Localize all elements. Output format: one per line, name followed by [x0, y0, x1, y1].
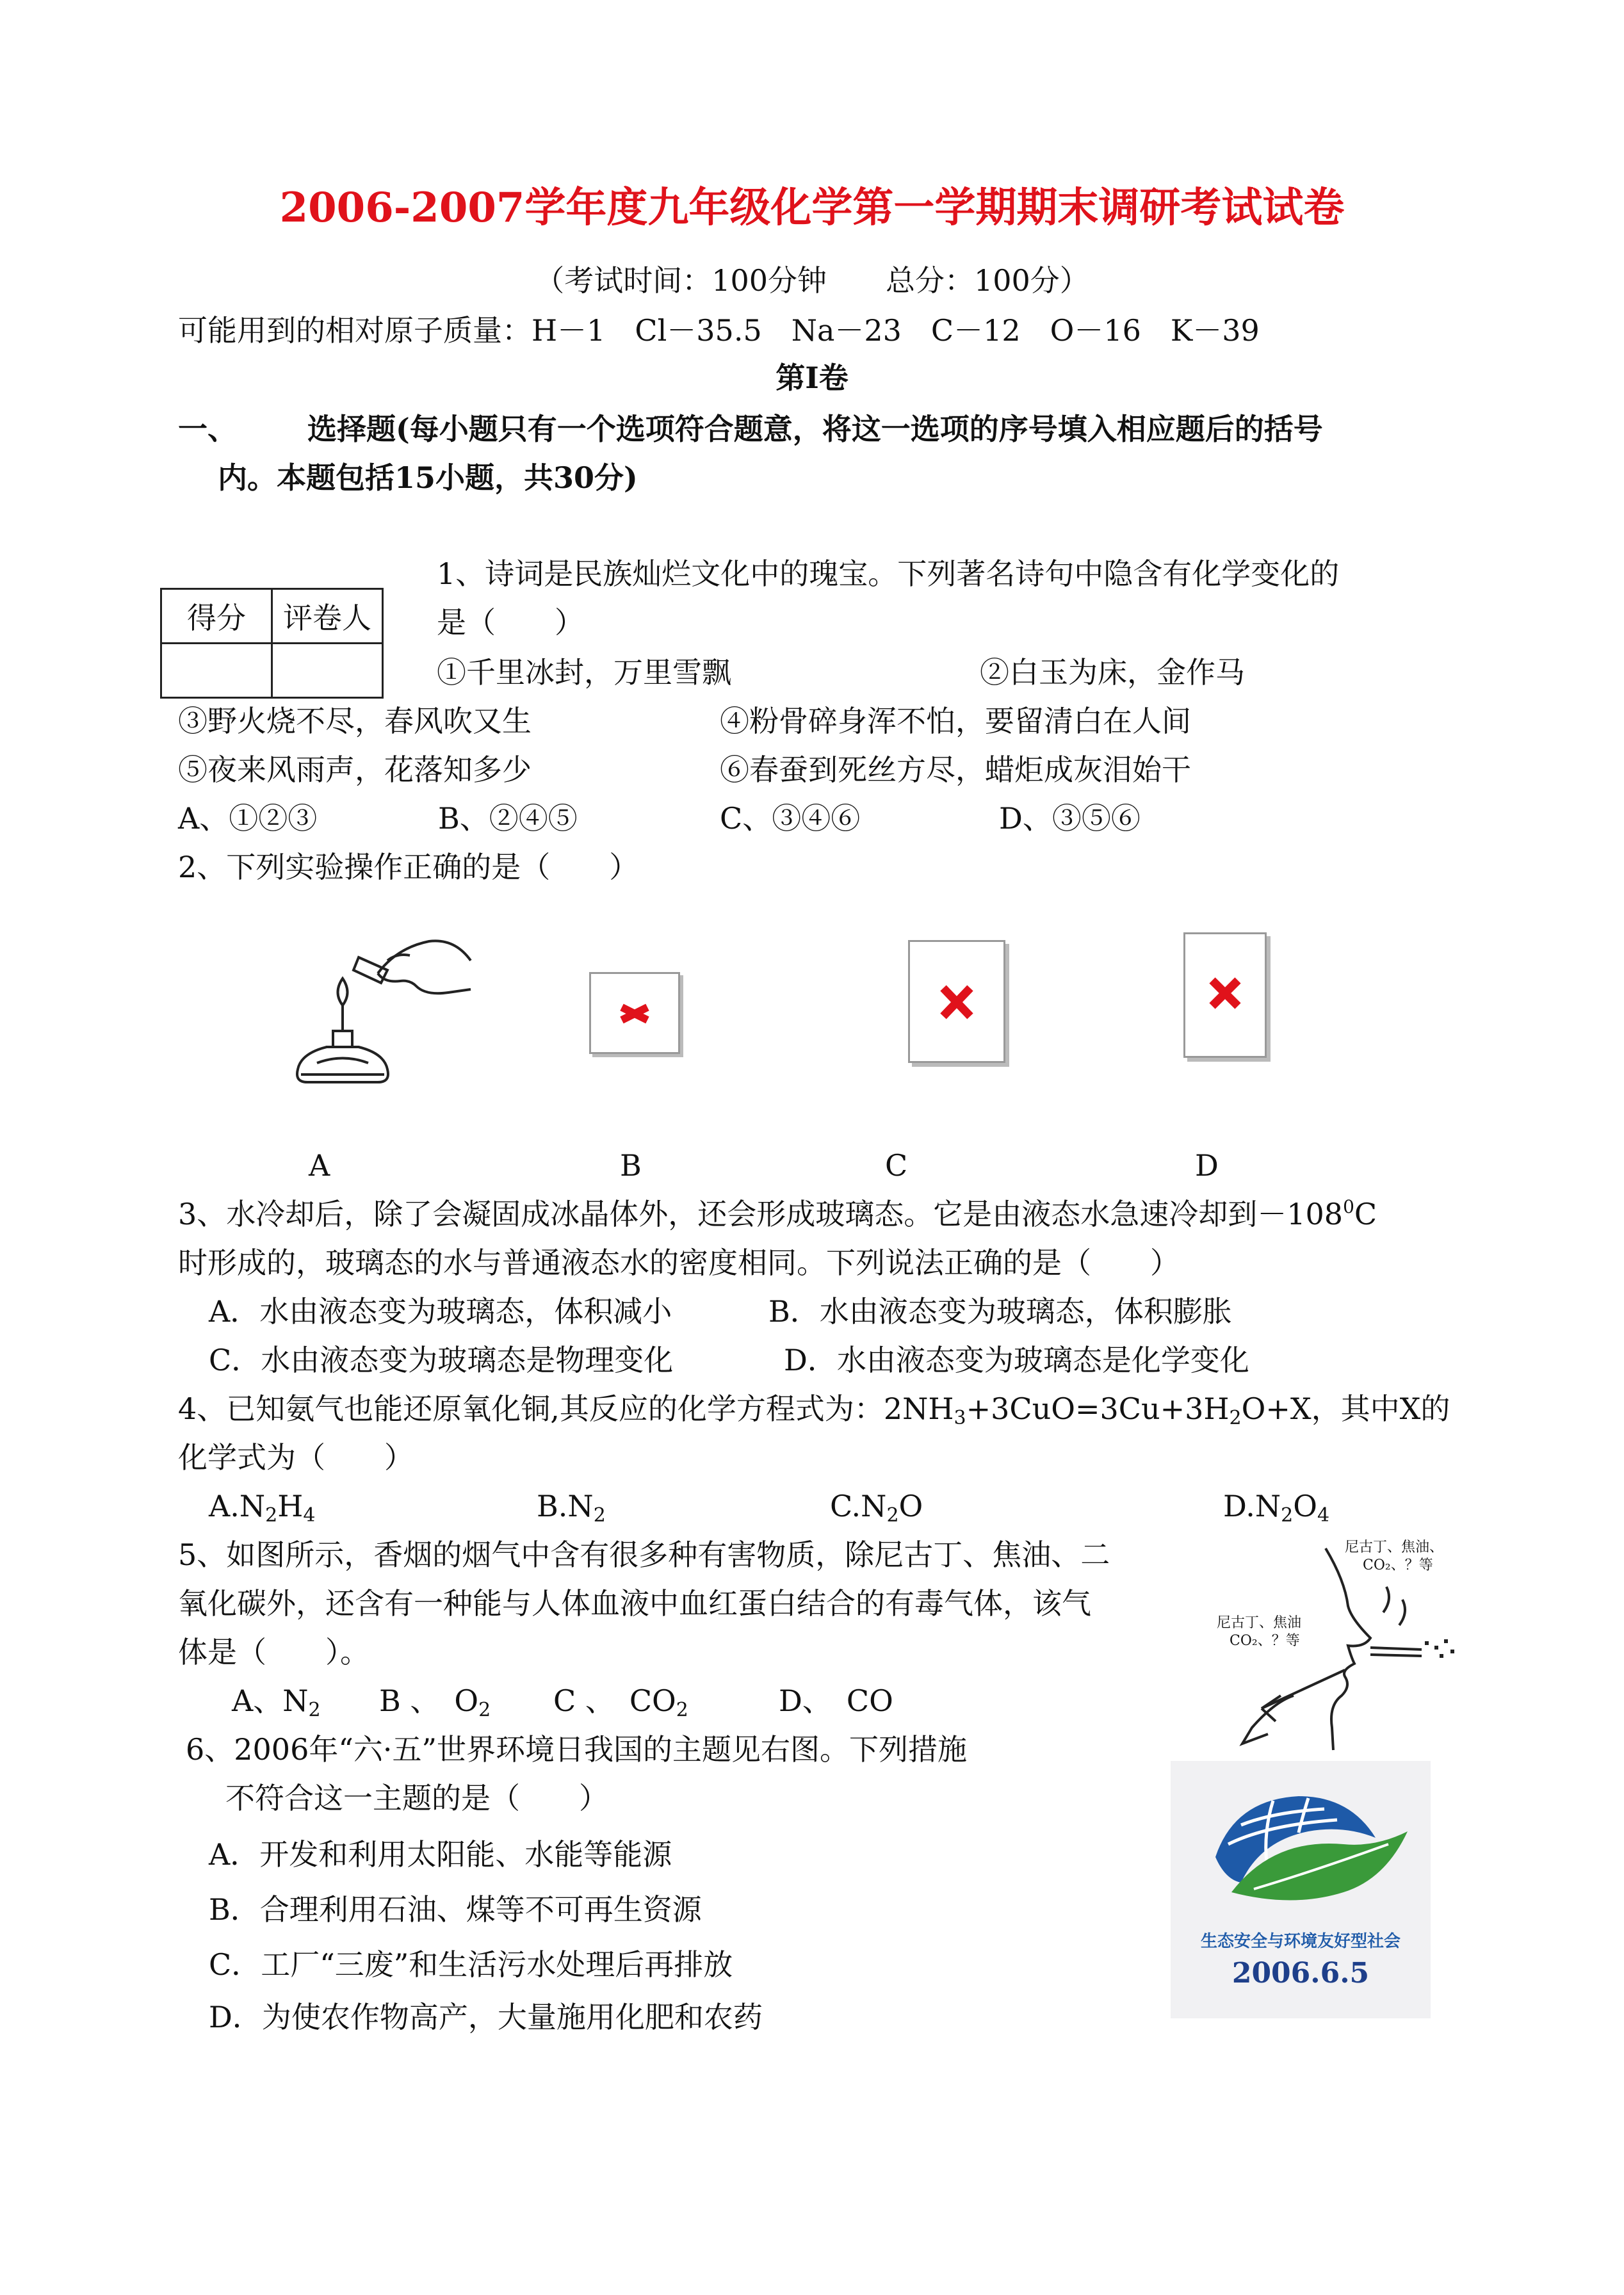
q1-stem-line2: 是（ ）	[437, 605, 584, 640]
section-heading-line1: 选择题(每小题只有一个选项符合题意，将这一选项的序号填入相应题后的括号	[307, 412, 1323, 446]
q6-stem-line2: 不符合这一主题的是（ ）	[225, 1781, 608, 1815]
score-table	[160, 588, 384, 699]
q1-option-d: D、③⑤⑥	[999, 801, 1141, 836]
q5-option-a: A、$N_2$	[232, 1683, 321, 1721]
q3-stem-line2: 时形成的，玻璃态的水与普通液态水的密度相同。下列说法正确的是（ ）	[178, 1245, 1180, 1280]
score-cell[interactable]	[161, 644, 272, 698]
figure-label-4: CO₂、？等	[1230, 1633, 1300, 1649]
q2-label-b: B	[620, 1148, 642, 1183]
score-header: 得分	[161, 589, 272, 644]
q2-label-c: C	[885, 1148, 908, 1183]
q4-option-d: $D.N_2O_4$	[1223, 1489, 1330, 1527]
q1-item-2: ②白玉为床，金作马	[980, 655, 1245, 690]
q3-option-c: C．水由液态变为玻璃态是物理变化	[209, 1343, 674, 1377]
red-x-mark-c	[943, 988, 970, 1016]
q6-option-c: C．工厂“三废”和生活污水处理后再排放	[209, 1947, 733, 1982]
q1-option-c: C、③④⑥	[720, 801, 861, 836]
logo-theme-text: 生态安全与环境友好型社会	[1200, 1932, 1401, 1951]
globe-leaf-icon	[1171, 1761, 1431, 1927]
q4-stem-line2: 化学式为（ ）	[178, 1440, 414, 1475]
section-number: 一、	[178, 412, 237, 446]
q5-stem-line1: 5、如图所示，香烟的烟气中含有很多种有害物质，除尼古丁、焦油、二	[178, 1537, 1110, 1572]
page-title: 2006-2007学年度九年级化学第一学期期末调研考试试卷	[279, 184, 1345, 232]
q5-option-b: B 、 $O_2$	[379, 1683, 491, 1721]
grader-cell[interactable]	[272, 644, 383, 698]
q1-stem-line1: 1、诗词是民族灿烂文化中的瑰宝。下列著名诗句中隐含有化学变化的	[437, 556, 1340, 591]
figure-d-placeholder	[1183, 932, 1267, 1058]
exam-info: （考试时间：100分钟 总分：100分）	[535, 263, 1089, 298]
q3-stem-line1: 3、水冷却后，除了会凝固成冰晶体外，还会形成玻璃态。它是由液态水急速冷却到$-108^0C$	[178, 1196, 1377, 1231]
q1-item-1: ①千里冰封，万里雪飘	[437, 655, 731, 690]
q1-item-3: ③野火烧不尽，春风吹又生	[178, 704, 532, 738]
alcohol-lamp-figure	[282, 922, 474, 1095]
red-x-mark-d	[1212, 980, 1238, 1006]
section-heading-line2: 内。本题包括15小题，共30分)	[218, 460, 638, 495]
q5-option-d: D、 CO	[779, 1683, 893, 1718]
q6-option-a: A．开发和利用太阳能、水能等能源	[209, 1837, 672, 1872]
q3-option-a: A．水由液态变为玻璃态，体积减小	[209, 1294, 672, 1329]
q5-stem-line2: 氧化碳外，还含有一种能与人体血液中血红蛋白结合的有毒气体，该气	[178, 1586, 1091, 1621]
q4-option-c: $C.N_2O$	[830, 1489, 923, 1527]
q2-stem: 2、下列实验操作正确的是（ ）	[178, 850, 639, 884]
broken-image-icon	[591, 974, 678, 1052]
smoking-face-figure	[1217, 1536, 1466, 1753]
q1-item-4: ④粉骨碎身浑不怕，要留清白在人间	[720, 704, 1191, 738]
q4-option-b: $B.N_2$	[537, 1489, 606, 1527]
q2-label-a: A	[309, 1148, 330, 1183]
q4-stem-line1: 4、已知氨气也能还原氧化铜,其反应的化学方程式为：$2NH_3+3CuO=3Cu+3H_2O+X$，其中X的	[178, 1391, 1450, 1429]
q6-option-d: D．为使农作物高产，大量施用化肥和农药	[209, 2000, 763, 2034]
q2-label-d: D	[1195, 1148, 1219, 1183]
figure-label-1: 尼古丁、焦油、	[1345, 1539, 1444, 1555]
figure-c-placeholder	[908, 940, 1005, 1063]
grader-header: 评卷人	[272, 589, 383, 644]
q6-option-b: B．合理利用石油、煤等不可再生资源	[209, 1892, 702, 1927]
q1-item-5: ⑤夜来风雨声，花落知多少	[178, 752, 532, 787]
q3-option-b: B．水由液态变为玻璃态，体积膨胀	[768, 1294, 1232, 1329]
q1-item-6: ⑥春蚕到死丝方尽，蜡炬成灰泪始干	[720, 752, 1191, 787]
environment-day-logo	[1171, 1761, 1431, 2018]
q1-option-a: A、①②③	[178, 801, 318, 836]
q6-stem-line1: 6、2006年“六·五”世界环境日我国的主题见右图。下列措施	[186, 1732, 967, 1767]
figure-label-3: 尼古丁、焦油	[1217, 1615, 1302, 1631]
q3-option-d: D．水由液态变为玻璃态是化学变化	[784, 1343, 1249, 1377]
broken-image-icon	[910, 942, 1003, 1061]
figure-label-2: CO₂、？等	[1363, 1557, 1433, 1573]
atomic-masses: 可能用到的相对原子质量：H－1 Cl－35.5 Na－23 C－12 O－16 K－39	[178, 313, 1260, 348]
q4-option-a: $A.N_2H_4$	[209, 1489, 316, 1527]
q5-option-c: C 、 $CO_2$	[553, 1683, 688, 1721]
logo-date: 2006.6.5	[1231, 1957, 1370, 1990]
q5-stem-line3: 体是（ ）。	[178, 1635, 369, 1669]
broken-image-icon	[1185, 934, 1265, 1056]
q1-option-b: B、②④⑤	[438, 801, 578, 836]
volume-label: 第Ⅰ卷	[775, 361, 849, 395]
figure-b-placeholder	[589, 972, 680, 1054]
red-x-mark-b	[622, 1007, 647, 1020]
